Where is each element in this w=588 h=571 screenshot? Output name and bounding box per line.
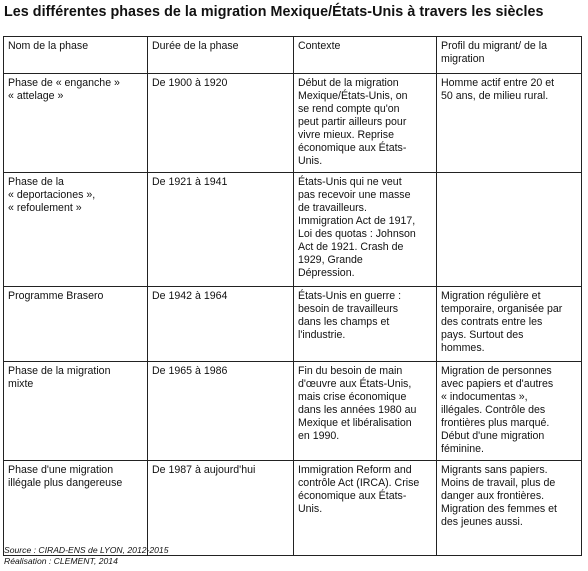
- migrant-profile-cell-line: Moins de travail, plus de: [441, 477, 556, 489]
- source-note: Source : CIRAD-ENS de LYON, 2012-2015: [4, 545, 169, 555]
- phase-duration-cell: [148, 362, 294, 461]
- context-cell-line: 1929, Grande: [298, 254, 363, 266]
- phase-name-cell-line: « refoulement »: [8, 202, 82, 214]
- column-header-line: Durée de la phase: [152, 40, 239, 52]
- phase-duration-cell-line: De 1987 à aujourd'hui: [152, 464, 256, 476]
- table-header-row: [4, 37, 582, 74]
- context-cell-line: Mexique et libéralisation: [298, 417, 412, 429]
- phase-duration-cell-line: De 1965 à 1986: [152, 365, 228, 377]
- phase-name-cell-line: Phase de « enganche »: [8, 77, 120, 89]
- context-cell-line: se rend compte qu'on: [298, 103, 400, 115]
- migrant-profile-cell-line: féminine.: [441, 443, 484, 455]
- context-cell-line: Mexique/États-Unis, on: [298, 90, 408, 102]
- column-header: [437, 37, 582, 74]
- context-cell-line: États-Unis qui ne veut: [298, 176, 402, 188]
- migrant-profile-cell-line: illégales. Contrôle des: [441, 404, 546, 416]
- context-cell-line: Immigration Act de 1917,: [298, 215, 416, 227]
- migrant-profile-cell-line: Migration des femmes et: [441, 503, 557, 515]
- context-cell-line: d'œuvre aux États-Unis,: [298, 378, 412, 390]
- migrant-profile-cell: [437, 461, 582, 556]
- phase-name-cell-line: Phase de la migration: [8, 365, 111, 377]
- migrant-profile-cell-line: danger aux frontières.: [441, 490, 545, 502]
- context-cell-line: vivre mieux. Reprise: [298, 129, 394, 141]
- phase-name-cell-line: Phase de la: [8, 176, 64, 188]
- column-header: [4, 37, 148, 74]
- migrant-profile-cell-line: Migrants sans papiers.: [441, 464, 548, 476]
- migrant-profile-cell-line: temporaire, organisée par: [441, 303, 563, 315]
- context-cell-line: Dépression.: [298, 267, 355, 279]
- table-row: [4, 287, 582, 362]
- column-header-line: Nom de la phase: [8, 40, 89, 52]
- context-cell-line: économique aux États-: [298, 490, 407, 502]
- context-cell-line: en 1990.: [298, 430, 340, 442]
- migrant-profile-cell: [437, 287, 582, 362]
- phase-duration-cell: [148, 74, 294, 173]
- context-cell-line: dans les années 1980 au: [298, 404, 417, 416]
- context-cell-line: Immigration Reform and: [298, 464, 412, 476]
- column-header-line: migration: [441, 53, 485, 65]
- phase-duration-cell: [148, 173, 294, 287]
- phase-name-cell: [4, 362, 148, 461]
- migrant-profile-cell: [437, 173, 582, 287]
- context-cell-line: pas recevoir une masse: [298, 189, 411, 201]
- phase-name-cell-line: Phase d'une migration: [8, 464, 114, 476]
- migrant-profile-cell-line: Migration régulière et: [441, 290, 541, 302]
- phase-name-cell: [4, 173, 148, 287]
- table-row: [4, 461, 582, 556]
- context-cell-line: Unis.: [298, 155, 323, 167]
- phase-duration-cell-line: De 1921 à 1941: [152, 176, 228, 188]
- context-cell-line: Fin du besoin de main: [298, 365, 403, 377]
- migrant-profile-cell-line: 50 ans, de milieu rural.: [441, 90, 549, 102]
- migrant-profile-cell-line: Migration de personnes: [441, 365, 552, 377]
- migrant-profile-cell-line: avec papiers et d'autres: [441, 378, 554, 390]
- context-cell-line: peut partir ailleurs pour: [298, 116, 407, 128]
- column-header-line: Profil du migrant/ de la: [441, 40, 547, 52]
- phase-duration-cell: [148, 287, 294, 362]
- context-cell: [294, 173, 437, 287]
- context-cell: [294, 461, 437, 556]
- realisation-note: Réalisation : CLEMENT, 2014: [4, 556, 118, 566]
- migrant-profile-cell-line: frontières plus marqué.: [441, 417, 550, 429]
- context-cell: [294, 74, 437, 173]
- migrant-profile-cell-line: Homme actif entre 20 et: [441, 77, 555, 89]
- context-cell-line: l'industrie.: [298, 329, 346, 341]
- phase-name-cell-line: mixte: [8, 378, 34, 390]
- context-cell-line: besoin de travailleurs: [298, 303, 399, 315]
- migrant-profile-cell-line: « indocumentas »,: [441, 391, 528, 403]
- migrant-profile-cell: [437, 74, 582, 173]
- migrant-profile-cell-line: hommes.: [441, 342, 485, 354]
- migrant-profile-cell: [437, 362, 582, 461]
- context-cell-line: dans les champs et: [298, 316, 390, 328]
- table-row: [4, 74, 582, 173]
- migration-phases-table: [3, 36, 582, 556]
- migrant-profile-cell-line: Début d'une migration: [441, 430, 545, 442]
- phase-name-cell: [4, 74, 148, 173]
- phase-name-cell-line: « deportaciones »,: [8, 189, 96, 201]
- phase-name-cell-line: illégale plus dangereuse: [8, 477, 123, 489]
- phase-duration-cell-line: De 1942 à 1964: [152, 290, 228, 302]
- phase-name-cell-line: « attelage »: [8, 90, 64, 102]
- column-header: [294, 37, 437, 74]
- phase-name-cell: [4, 287, 148, 362]
- context-cell: [294, 287, 437, 362]
- context-cell-line: Unis.: [298, 503, 323, 515]
- context-cell-line: États-Unis en guerre :: [298, 290, 402, 302]
- context-cell-line: économique aux États-: [298, 142, 407, 154]
- column-header: [148, 37, 294, 74]
- table-row: [4, 362, 582, 461]
- context-cell: [294, 362, 437, 461]
- migrant-profile-cell-line: des jeunes aussi.: [441, 516, 523, 528]
- context-cell-line: Act de 1921. Crash de: [298, 241, 404, 253]
- column-header-line: Contexte: [298, 40, 341, 52]
- migrant-profile-cell-line: des contrats entre les: [441, 316, 543, 328]
- context-cell-line: contrôle Act (IRCA). Crise: [298, 477, 420, 489]
- phase-name-cell-line: Programme Brasero: [8, 290, 104, 302]
- context-cell-line: mais crise économique: [298, 391, 407, 403]
- phase-duration-cell-line: De 1900 à 1920: [152, 77, 228, 89]
- context-cell-line: de travailleurs.: [298, 202, 367, 214]
- phase-duration-cell: [148, 461, 294, 556]
- page-title: Les différentes phases de la migration Mexique/États-Unis à travers les siècles: [4, 4, 544, 20]
- table-row: [4, 173, 582, 287]
- migrant-profile-cell-line: pays. Surtout des: [441, 329, 524, 341]
- context-cell-line: Loi des quotas : Johnson: [298, 228, 416, 240]
- context-cell-line: Début de la migration: [298, 77, 399, 89]
- phase-name-cell: [4, 461, 148, 556]
